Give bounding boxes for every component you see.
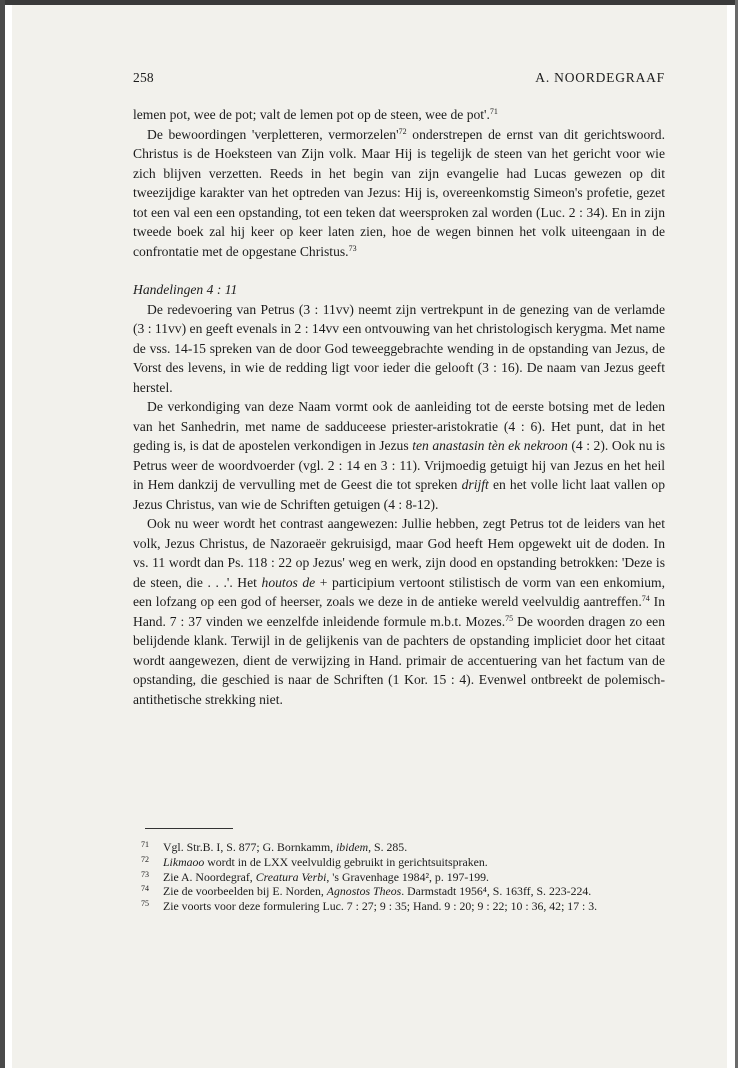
footnote: 75 Zie voorts voor deze formulering Luc. 7 : 27; 9 : 35; Hand. 9 : 20; 9 : 22; 10 : 36, 42; 17 : 3. bbox=[141, 899, 598, 914]
footnotes bbox=[133, 840, 665, 914]
footnote-number: 72 bbox=[141, 854, 149, 864]
paragraph: Ook nu weer wordt het contrast aangewezen: Jullie hebben, zegt Petrus tot de leiders van het volk, Jezus Christus, de Nazoraeër gekruisigd, maar God heeft Hem opgewekt uit de doden. In vs. 11 wordt dan Ps. 118 : 22 op Jezus' weg en werk, zijn dood en opstanding betrokken: 'Deze is de steen, die . . .'. Het houtos de + participium vertoont stilistisch de vorm van een enkomium, een lofzang op een god of heerser, zoals we deze in de antieke wereld veelvuldig aantreffen.$^{74}$ In Hand. 7 : 37 vinden we eenzelfde inleidende formule m.b.t. Mozes.$^{75}$ De woorden dragen zo een belijdende klank. Terwijl in de gelijkenis van de pachters de opstanding impliciet door het citaat wordt aangewezen, dient de verwijzing in Hand. primair de accentuering van het factum van de opstanding, die geschied is naar de Schriften (1 Kor. 15 : 4). Evenwel ontbreekt de polemisch-antithetische strekking niet. bbox=[133, 516, 666, 707]
footnote-ref: 73 bbox=[348, 243, 357, 253]
emphasis: drijft bbox=[461, 477, 489, 492]
footnote-number: 74 bbox=[141, 884, 149, 894]
footnote-divider bbox=[145, 828, 233, 829]
section-heading: Handelingen 4 : 11 bbox=[133, 282, 238, 297]
paragraph: De verkondiging van deze Naam vormt ook de aanleiding tot de eerste botsing met de leden van het Sanhedrin, met name de sadduceese priester-aristokratie (4 : 6). Het punt, dat in het geding is, is dat de apostelen verkondigen in Jezus ten anastasin tèn ek nekroon (4 : 2). Ook nu is Petrus weer de woordvoerder (vgl. 2 : 14 en 3 : 11). Vrijmoedig getuigt hij van Jezus en het heil in Hem dankzij de vervulling met de Geest die tot spreken drijft en het volle licht laat vallen op Jezus Christus, van wie de Schriften getuigen (4 : 8-12). bbox=[133, 399, 665, 512]
footnote: 72 Likmaoo wordt in de LXX veelvuldig gebruikt in gerichtsuitspraken. bbox=[141, 854, 488, 869]
footnote: 71 Vgl. Str.B. I, S. 877; G. Bornkamm, ibidem, S. 285. bbox=[141, 840, 408, 854]
paragraph: De bewoordingen 'verpletteren, $vermorzelen'^{72}$ onderstrepen de ernst van dit gerichtswoord. Christus is de Hoeksteen van Zijn volk. Maar Hij is tegelijk de steen van het gericht voor wie zich blijven verzetten. Reeds in het begin van zijn evangelie had Lucas gewezen op dit tweezijdige karakter van het optreden van Jezus: Hij is, overeenkomstig Simeon's profetie, gezet tot een val een een opstanding, tot een teken dat weersproken zal worden (Luc. 2 : 34). En in zijn tweede boek zal hij keer op keer laten zien, hoe de wegen binnen het volk uiteengaan in de confrontatie met de opgestane Christus.$^{73}$ bbox=[133, 126, 665, 259]
footnote-number: 73 bbox=[141, 869, 149, 879]
running-author: A. NOORDEGRAAF bbox=[535, 70, 665, 85]
paragraph: De redevoering van Petrus (3 : 11vv) neemt zijn vertrekpunt in de genezing van de verlamde (3 : 11vv) en geeft evenals in 2 : 14vv een ontvouwing van het christologisch kerygma. Met name de vss. 14-15 spreken van de door God teweeggebrachte wending in de opstanding van Jezus, de Vorst des levens, in wie de redding ligt voor ieder die gelooft (3 : 16). De naam van Jezus geeft herstel. bbox=[133, 301, 665, 395]
page-number: 258 bbox=[133, 70, 154, 85]
running-header bbox=[133, 70, 665, 88]
greek-phrase: ten anastasin tèn ek nekroon bbox=[412, 438, 568, 453]
footnote-number: 71 bbox=[141, 840, 149, 849]
footnote-ref: 72 bbox=[398, 126, 407, 136]
footnote: 74 Zie de voorbeelden bij E. Norden, Agnostos Theos. Darmstadt 1956⁴, S. 163ff, S. 223-224. bbox=[141, 884, 592, 899]
footnote-number: 75 bbox=[141, 899, 149, 909]
footnote-ref: 75 bbox=[505, 613, 514, 623]
paragraph-continuation: lemen pot, wee de pot; valt de lemen pot op de steen, wee de pot'.$^{71}$ bbox=[133, 107, 498, 122]
footnote-ref: 71 bbox=[489, 107, 498, 116]
greek-phrase: houtos de bbox=[261, 574, 316, 590]
scan-edge-left bbox=[0, 0, 5, 1068]
footnote-ref: 74 bbox=[641, 594, 650, 603]
main-text bbox=[133, 105, 665, 709]
footnote: 73 Zie A. Noordegraf, Creatura Verbi, 's Gravenhage 1984², p. 197-199. bbox=[141, 869, 489, 884]
